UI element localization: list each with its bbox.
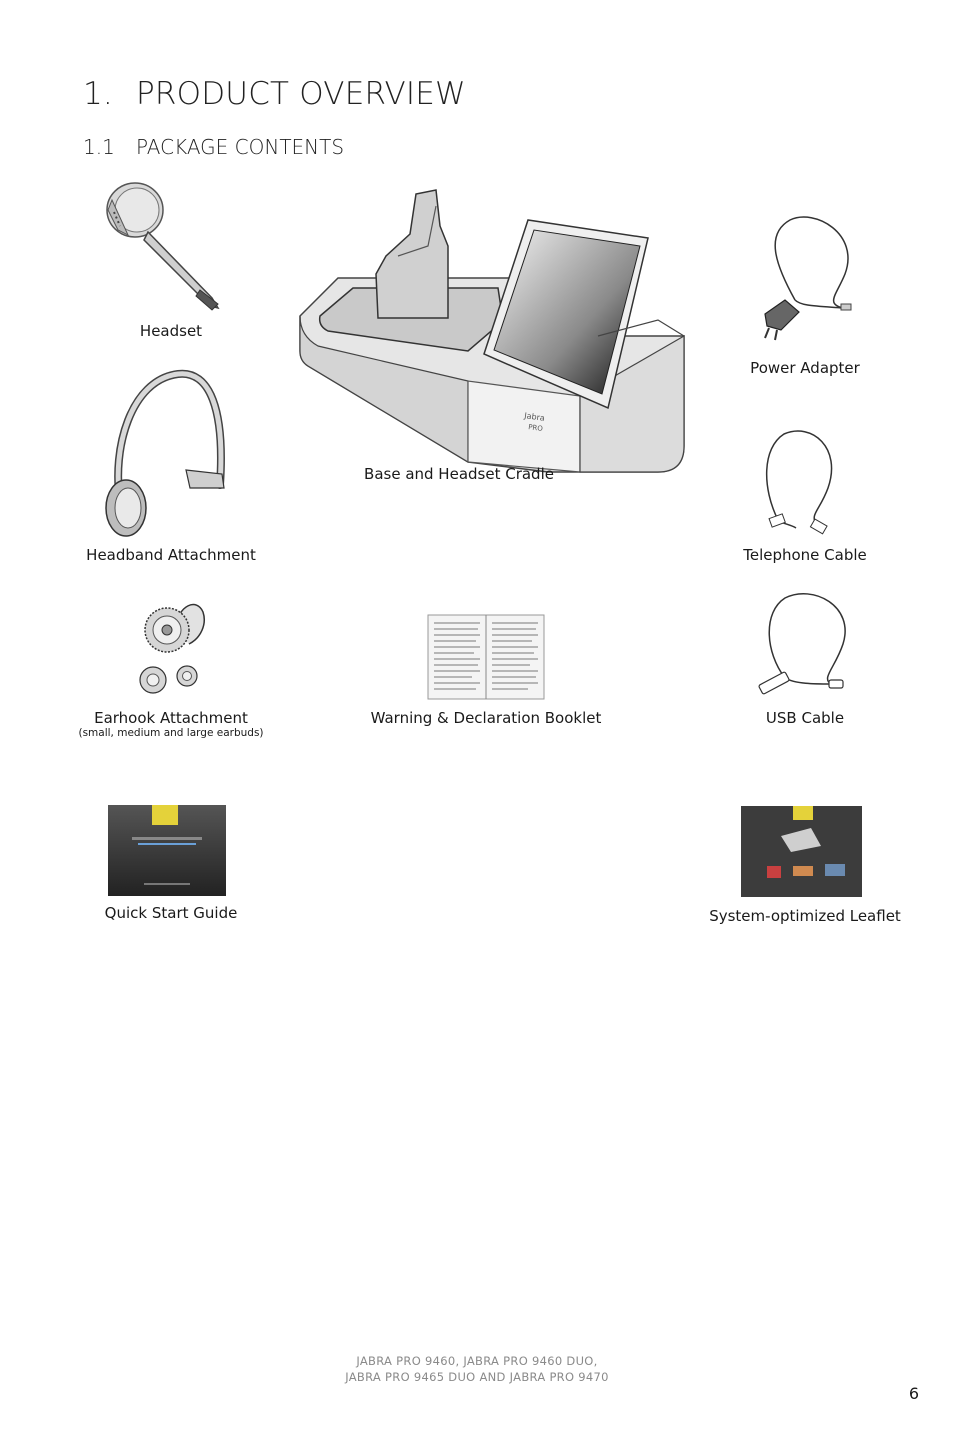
earhook-note: (small, medium and large earbuds) — [78, 727, 264, 739]
footer-line-1: JABRA PRO 9460, JABRA PRO 9460 DUO, — [356, 1354, 598, 1368]
quick-start-image — [108, 805, 226, 896]
headband-image — [100, 370, 230, 540]
booklet-image — [428, 615, 544, 699]
base-caption: Base and Headset Cradle — [364, 465, 554, 483]
telephone-cable-caption: Telephone Cable — [743, 546, 867, 564]
quick-start-caption: Quick Start Guide — [104, 904, 238, 922]
subsection-title: PACKAGE CONTENTS — [136, 135, 345, 159]
power-adapter-image — [755, 214, 855, 344]
base-logo-line2: PRO — [527, 423, 544, 434]
base-logo-line1: Jabra — [523, 411, 546, 423]
earhook-image — [135, 598, 210, 698]
section-number: 1. — [83, 76, 113, 112]
headset-image — [100, 180, 230, 320]
usb-cable-caption: USB Cable — [765, 709, 845, 727]
headset-caption: Headset — [139, 322, 203, 340]
power-adapter-caption: Power Adapter — [750, 359, 860, 377]
base-cradle-image — [298, 186, 688, 476]
usb-cable-image — [755, 592, 855, 704]
page-number: 6 — [908, 1384, 919, 1403]
leaflet-image — [741, 806, 862, 897]
headband-caption: Headband Attachment — [86, 546, 256, 564]
telephone-cable-image — [762, 428, 842, 540]
subsection-number: 1.1 — [83, 135, 115, 159]
footer-line-2: JABRA PRO 9465 DUO AND JABRA PRO 9470 — [345, 1370, 609, 1384]
earhook-caption: Earhook Attachment — [94, 709, 248, 727]
section-title: PRODUCT OVERVIEW — [136, 76, 466, 112]
booklet-caption: Warning & Declaration Booklet — [370, 709, 602, 727]
leaflet-caption: System-optimized Leaflet — [709, 907, 901, 925]
